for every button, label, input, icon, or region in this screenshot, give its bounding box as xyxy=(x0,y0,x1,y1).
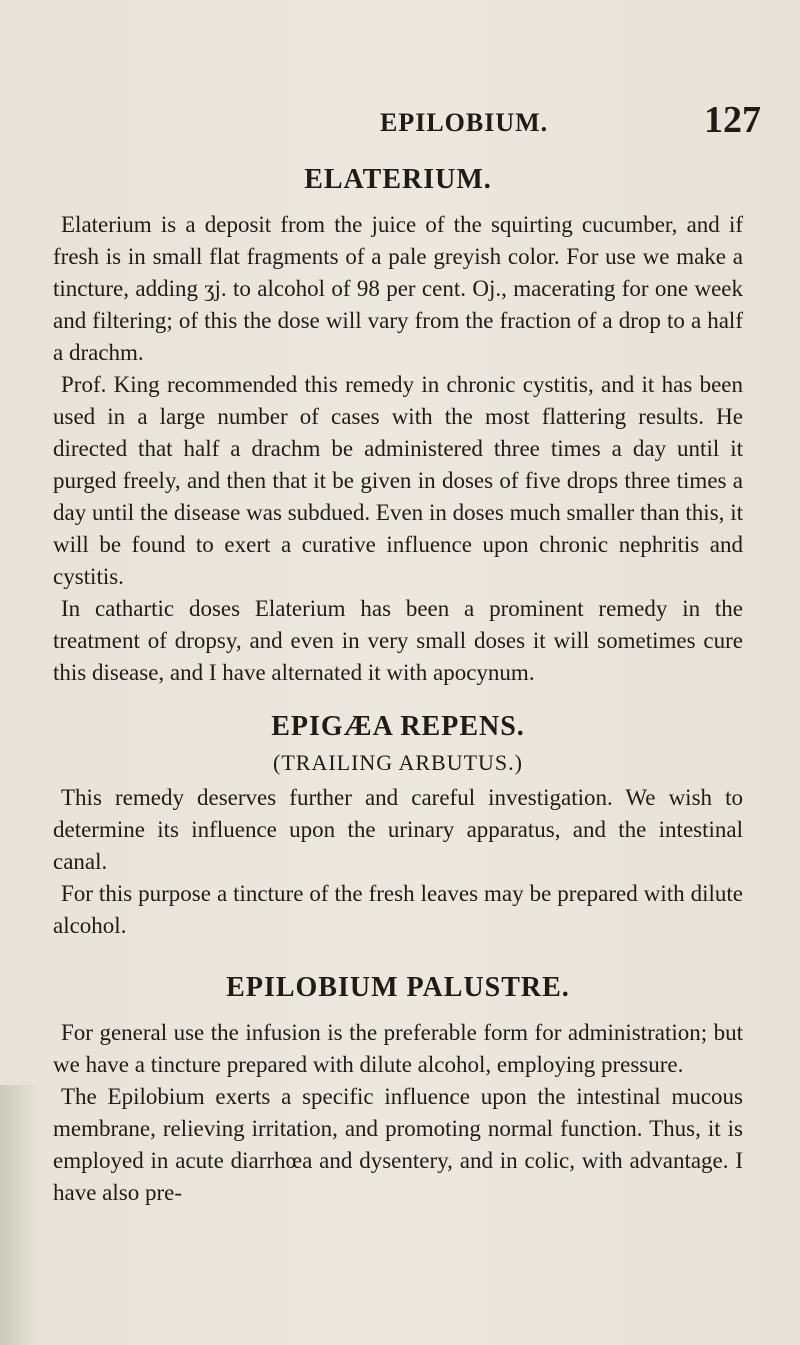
section-heading: ELATERIUM. xyxy=(304,164,492,195)
section-elaterium xyxy=(53,162,743,689)
page-edge-shadow xyxy=(0,1085,40,1345)
paragraph: This remedy deserves further and careful investigation. We wish to determine its influence upon the urinary apparatus, and the intestinal canal. xyxy=(53,785,743,874)
paragraph: Prof. King recommended this remedy in chronic cystitis, and it has been used in a large number of cases with the most flattering results. He directed that half a drachm be administered three times a day until it purged freely, and then that it be given in doses of five drops three times a day until the disease was subdued. Even in doses much smaller than this, it will be found to exert a curative influence upon chronic nephritis and cystitis. xyxy=(53,372,743,589)
section-epigaea-repens xyxy=(53,709,743,942)
paragraph: For general use the infusion is the preferable form for administration; but we have a tincture prepared with dilute alcohol, employing pressure. xyxy=(53,1020,743,1077)
paragraph: Elaterium is a deposit from the juice of the squirting cucumber, and if fresh is in small flat fragments of a pale greyish color. For use we make a tincture, adding ʒj. to alcohol of 98 per cent. Oj., macerating for one week and filtering; of this the dose will vary from the fraction of a drop to a half a drachm. xyxy=(53,212,743,365)
page-content xyxy=(53,162,743,1209)
page-number: 127 xyxy=(704,99,761,141)
section-subheading: (TRAILING ARBUTUS.) xyxy=(273,750,523,775)
section-gap xyxy=(53,942,743,970)
paragraph: In cathartic doses Elaterium has been a prominent remedy in the treatment of dropsy, and even in very small doses it will sometimes cure this disease, and I have alternated it with apocynum. xyxy=(53,596,743,685)
running-head: EPILOBIUM. xyxy=(380,108,549,137)
paragraph: The Epilobium exerts a specific influence upon the intestinal mucous membrane, relieving irritation, and promoting normal function. Thus, it is employed in acute diarrhœa and dysentery, and in colic, with advantage. I have also pre- xyxy=(53,1084,743,1205)
section-epilobium-palustre xyxy=(53,970,743,1209)
section-gap xyxy=(53,689,743,709)
section-heading: EPIGÆA REPENS. xyxy=(271,711,525,742)
section-heading: EPILOBIUM PALUSTRE. xyxy=(226,972,570,1003)
paragraph: For this purpose a tincture of the fresh leaves may be prepared with dilute alcohol. xyxy=(53,881,743,938)
